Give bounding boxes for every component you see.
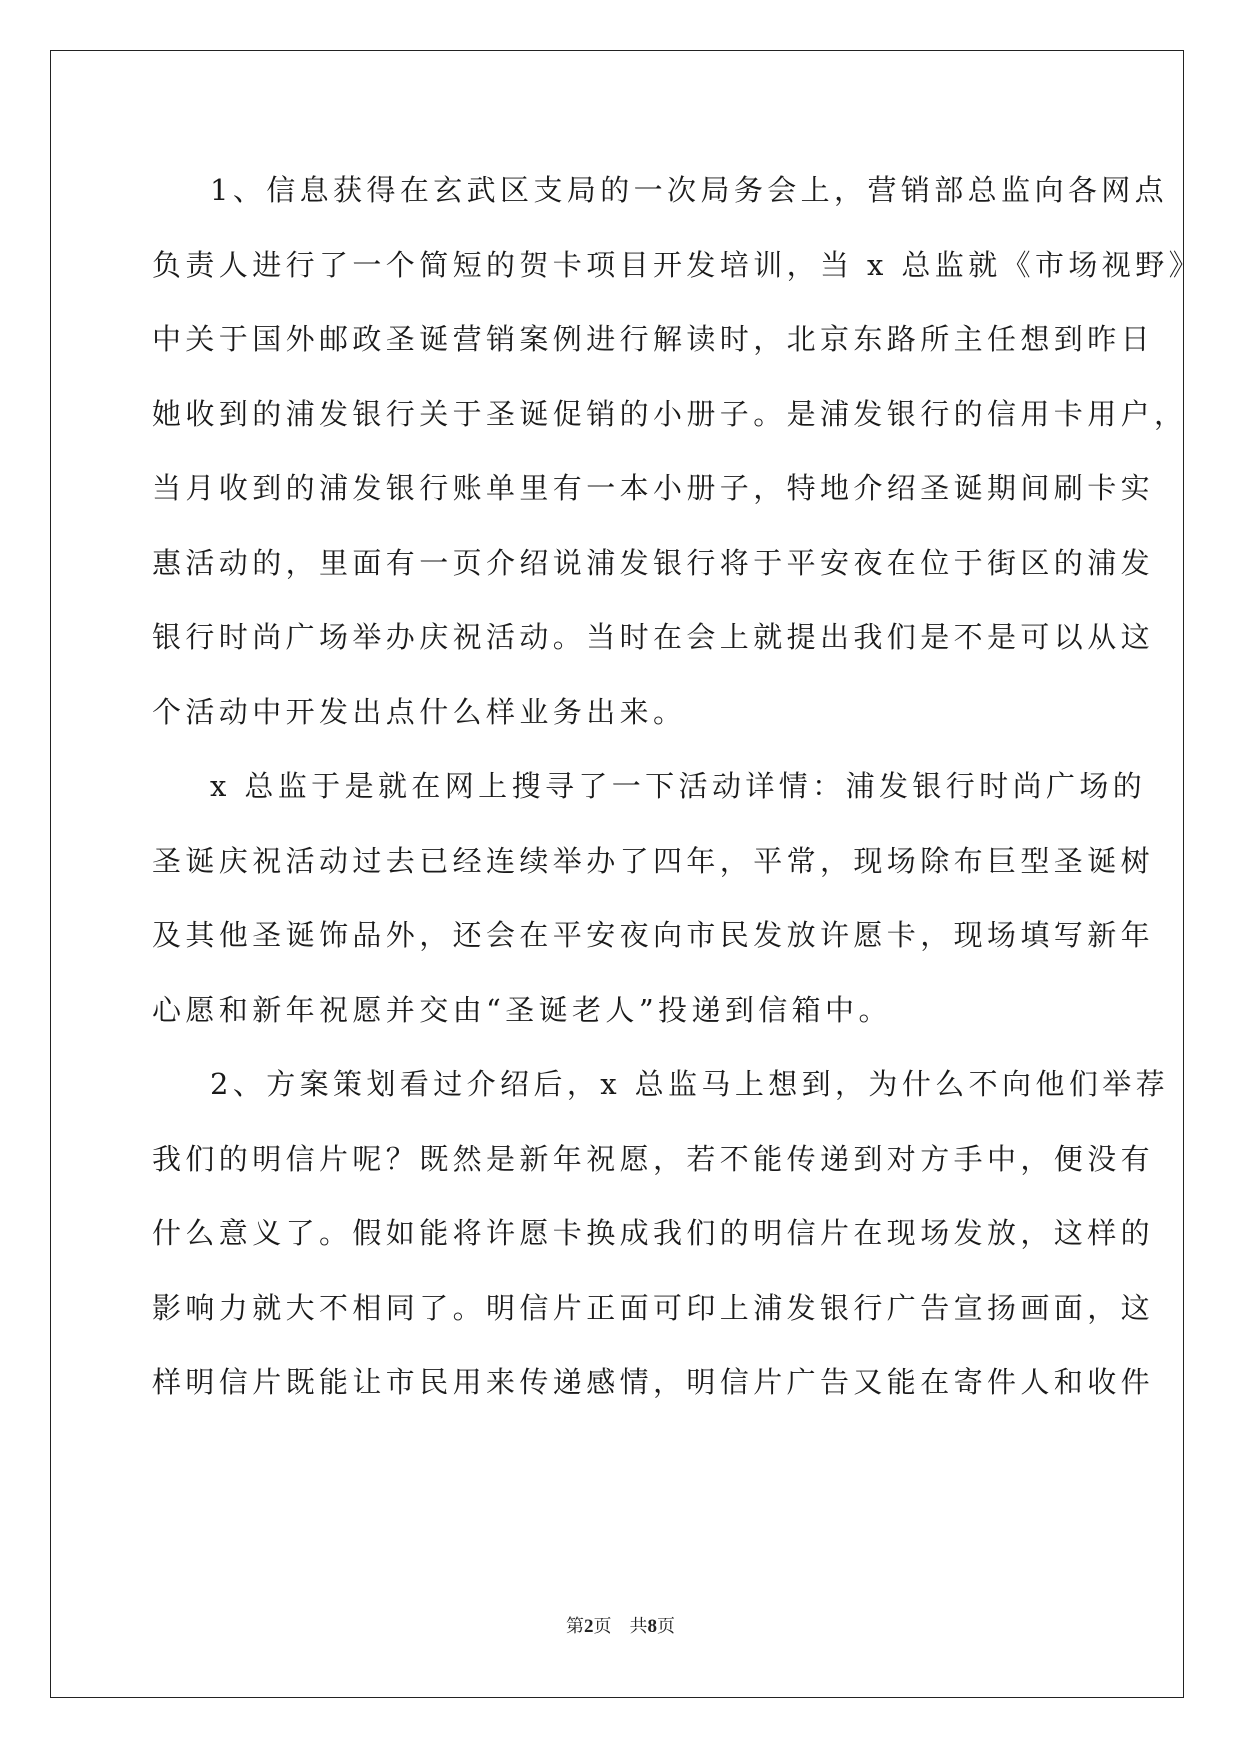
text-line: 样明信片既能让市民用来传递感情，明信片广告又能在寄件人和收件 <box>152 1365 1155 1399</box>
text-line: 什么意义了。假如能将许愿卡换成我们的明信片在现场发放，这样的 <box>152 1216 1155 1250</box>
text-line: 1、信息获得在玄武区支局的一次局务会上，营销部总监向各网点 <box>210 173 1169 207</box>
text-line: 及其他圣诞饰品外，还会在平安夜向市民发放许愿卡，现场填写新年 <box>152 918 1155 952</box>
text-line: 中关于国外邮政圣诞营销案例进行解读时，北京东路所主任想到昨日 <box>152 322 1155 356</box>
text-line: 圣诞庆祝活动过去已经连续举办了四年，平常，现场除布巨型圣诞树 <box>152 843 1155 878</box>
total-prefix: 共 <box>629 1616 648 1637</box>
text-line: 个活动中开发出点什么样业务出来。 <box>152 694 687 729</box>
text-line: 心愿和新年祝愿并交由“圣诞老人”投递到信箱中。 <box>152 992 892 1027</box>
page-suffix: 页 <box>593 1616 612 1637</box>
text-line: 银行时尚广场举办庆祝活动。当时在会上就提出我们是不是可以从这 <box>152 620 1155 654</box>
text-line: x 总监于是就在网上搜寻了一下活动详情：浦发银行时尚广场的 <box>210 769 1147 803</box>
text-line: 当月收到的浦发银行账单里有一本小册子，特地介绍圣诞期间刷卡实 <box>152 471 1155 505</box>
text-line: 影响力就大不相同了。明信片正面可印上浦发银行广告宣扬画面，这 <box>152 1290 1155 1325</box>
page-prefix: 第 <box>566 1616 584 1637</box>
text-line: 2、方案策划看过介绍后，x 总监马上想到，为什么不向他们举荐 <box>210 1067 1170 1101</box>
page-footer <box>0 1612 1241 1638</box>
text-line: 负责人进行了一个简短的贺卡项目开发培训，当 x 总监就《市场视野》 <box>152 247 1202 282</box>
text-line: 她收到的浦发银行关于圣诞促销的小册子。是浦发银行的信用卡用户， <box>152 396 1188 431</box>
text-line: 惠活动的，里面有一页介绍说浦发银行将于平安夜在位于街区的浦发 <box>152 545 1155 580</box>
total-suffix: 页 <box>657 1616 675 1637</box>
total-page-number: 8 <box>647 1616 657 1637</box>
text-line: 我们的明信片呢？既然是新年祝愿，若不能传递到对方手中，便没有 <box>152 1141 1155 1176</box>
document-body <box>152 160 1202 1427</box>
current-page-number: 2 <box>584 1616 594 1637</box>
